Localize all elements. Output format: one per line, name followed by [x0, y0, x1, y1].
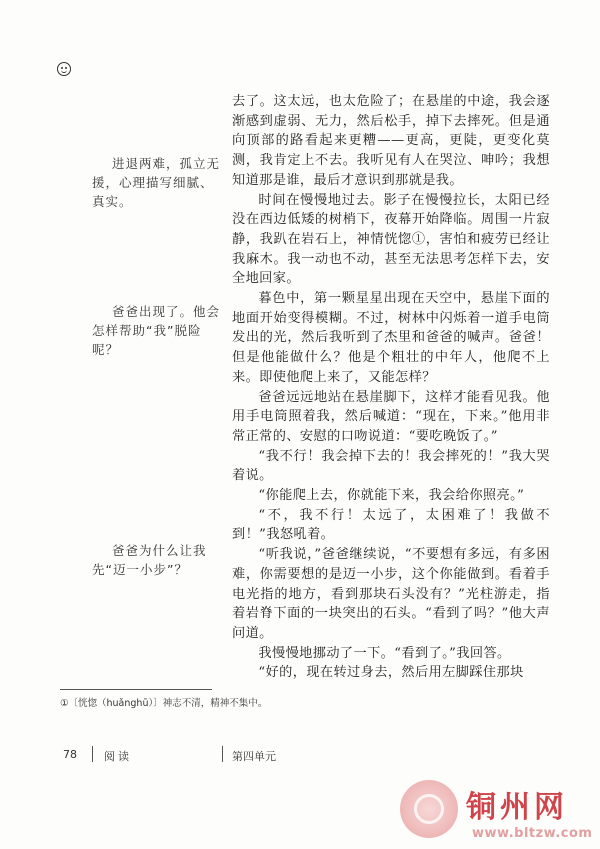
paragraph: 暮色中，第一颗星星出现在天空中，悬崖下面的地面开始变得模糊。不过，树林中闪烁着一道手电筒发出的光，然后我听到了杰里和爸爸的喊声。爸爸！但是他能做什么？他是个粗壮的中年人，他爬不上来。即使他爬上来了，又能怎样？ [232, 291, 550, 385]
footnote-divider [60, 689, 212, 690]
footnote: ①〔恍惚（huǎnghū）〕神志不清，精神不集中。 [60, 698, 268, 709]
footer-divider [92, 746, 93, 762]
paragraph: “我不行！我会掉下去的！我会摔死的！”我大哭着说。 [232, 448, 550, 484]
paragraph: 去了。这太远，也太危险了；在悬崖的中途，我会逐渐感到虚弱、无力，然后松手，掉下去摔死。但是通向顶部的路看起来更糟——更高，更陡，更变化莫测，我肯定上不去。我听见有人在哭泣、呻吟；我想知道那是谁，最后才意识到那就是我。 [232, 94, 550, 188]
paragraph: 时间在慢慢地过去。影子在慢慢拉长，太阳已经没在西边低矮的树梢下，夜幕开始降临。周围一片寂静，我趴在岩石上，神情恍惚①，害怕和疲劳已经让我麻木。我一动也不动，甚至无法思考怎样下去，安全地回家。 [232, 192, 550, 287]
paragraph: “好的，现在转过身去，然后用左脚踩住那块 [258, 665, 524, 681]
paragraph: “不，我不行！太远了，太困难了！我做不到！”我怒吼着。 [232, 507, 550, 543]
side-note: 爸爸为什么让我先“迈一小步”？ [92, 543, 207, 577]
watermark [400, 780, 600, 849]
paragraph: “听我说，”爸爸继续说，“不要想有多远，有多困难，你需要想的是迈一小步，这个你能做到。看着手电光指的地方，看到那块石头没有？”光柱游走，指着岩脊下面的一块突出的石头。“看到了吗？”他大声问道。 [232, 547, 550, 641]
main-text [232, 92, 550, 683]
side-note: 进退两难，孤立无援，心理描写细腻、真实。 [92, 156, 221, 209]
paragraph: 爸爸远远地站在悬崖脚下，这样才能看见我。他用手电筒照着我，然后喊道：“现在，下来。”他用非常正常的、安慰的口吻说道：“要吃晚饭了。” [232, 389, 550, 444]
watermark-title: 铜州网 [466, 790, 568, 825]
smiley-face-icon [57, 62, 71, 76]
footer-divider [222, 746, 223, 762]
section-name: 阅读 [104, 750, 132, 763]
watermark-seal-icon [400, 780, 458, 838]
unit-name: 第四单元 [232, 750, 276, 763]
watermark-url: www.bltzw.com [472, 826, 593, 841]
side-note: 爸爸出现了。他会怎样帮助“我”脱险呢？ [92, 304, 221, 357]
paragraph: 我慢慢地挪动了一下。“看到了。”我回答。 [258, 645, 511, 661]
paragraph: “你能爬上去，你就能下来，我会给你照亮。” [258, 488, 525, 504]
page-number: 78 [63, 748, 77, 761]
